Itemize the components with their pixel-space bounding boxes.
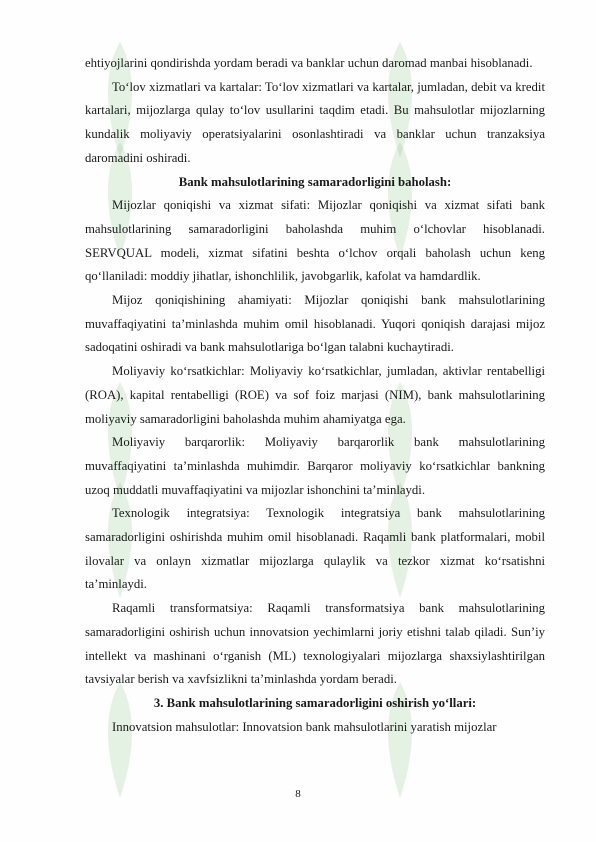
- paragraph-continuation: ehtiyojlarini qondirishda yordam beradi va banklar uchun daromad manbai hisoblanadi.: [85, 56, 533, 70]
- paragraph-financial-indicators: Moliyaviy ko‘rsatkichlar: Moliyaviy ko‘rsatkichlar, jumladan, aktivlar rentabelligi (ROA), kapital rentabelligi (ROE) va sof foiz marjasi (NIM), bank mahsulotlarining moliyaviy samaradorligini baholashda muhim ahamiyatga ega.: [85, 364, 545, 426]
- document-body: [85, 52, 545, 739]
- paragraph-satisfaction-importance: Mijoz qoniqishining ahamiyati: Mijozlar qoniqishi bank mahsulotlarining muvaffaqiyatini ta’minlashda muhim omil hisoblanadi. Yuqori qoniqish darajasi mijoz sadoqatini oshiradi va bank mahsulotlariga bo‘lgan talabni kuchaytiradi.: [85, 293, 545, 355]
- section-heading-improvement: 3. Bank mahsulotlarining samaradorligini oshirish yo‘llari:: [153, 695, 477, 710]
- page-number: 8: [295, 788, 301, 800]
- paragraph-innovative-products: Innovatsion mahsulotlar: Innovatsion bank mahsulotlarini yaratish mijozlar: [112, 719, 497, 734]
- paragraph-financial-stability: Moliyaviy barqarorlik: Moliyaviy barqarorlik bank mahsulotlarining muvaffaqiyatini ta’minlashda muhimdir. Barqaror moliyaviy ko‘rsatkichlar bankning uzoq muddatli muvaffaqiyatini va mijozlar ishonchini ta’minlaydi.: [85, 435, 545, 497]
- paragraph-digital-transformation: Raqamli transformatsiya: Raqamli transformatsiya bank mahsulotlarining samaradorligini oshirish uchun innovatsion yechimlarni joriy etishni talab qiladi. Sun’iy intellekt va mashinani o‘rganish (ML) texnologiyalari mijozlarga shaxsiylashtirilgan tavsiyalar berish va xavfsizlikni ta’minlashda yordam beradi.: [85, 601, 545, 687]
- paragraph-customer-satisfaction: Mijozlar qoniqishi va xizmat sifati: Mijozlar qoniqishi va xizmat sifati bank mahsulotlarining samaradorligini baholashda muhim o‘lchovlar hisoblanadi. SERVQUAL modeli, xizmat sifatini beshta o‘lchov orqali baholash uchun keng qo‘llaniladi: moddiy jihatlar, ishonchlilik, javobgarlik, kafolat va hamdardlik.: [85, 198, 545, 284]
- paragraph-technology-integration: Texnologik integratsiya: Texnologik integratsiya bank mahsulotlarining samaradorligini oshirishda muhim omil hisoblanadi. Raqamli bank platformalari, mobil ilovalar va onlayn xizmatlar mijozlarga qulaylik va tezkor xizmat ko‘rsatishni ta’minlaydi.: [85, 506, 545, 592]
- paragraph-payment-services: To‘lov xizmatlari va kartalar: To‘lov xizmatlari va kartalar, jumladan, debit va kredit kartalari, mijozlarga qulay to‘lov usullarini taqdim etadi. Bu mahsulotlar mijozlarning kundalik moliyaviy operatsiyalarini osonlashtiradi va banklar uchun tranzaksiya daromadini oshiradi.: [85, 79, 545, 165]
- section-heading-evaluation: Bank mahsulotlarining samaradorligini baholash:: [178, 174, 452, 189]
